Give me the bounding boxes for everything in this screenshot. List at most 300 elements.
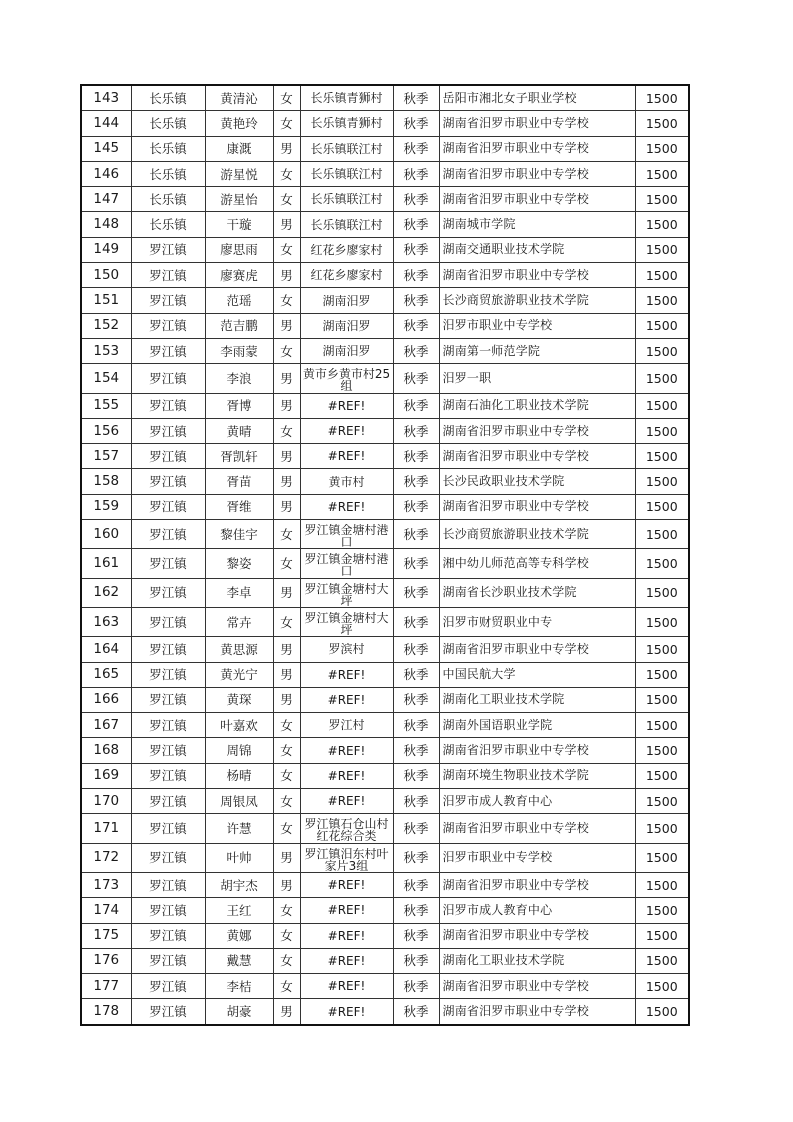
school-cell: 汨罗市成人教育中心 (439, 789, 635, 814)
season-cell: 秋季 (393, 549, 439, 578)
student-name-cell: 叶帅 (205, 843, 273, 872)
village-text: 湖南汨罗 (322, 345, 371, 358)
row-number-cell: 155 (81, 393, 131, 418)
student-name-cell: 黄清沁 (205, 85, 273, 111)
gender-cell: 女 (273, 237, 300, 262)
amount-cell: 1500 (635, 393, 689, 418)
town-cell: 罗江镇 (131, 872, 205, 897)
gender-cell: 女 (273, 713, 300, 738)
school-cell: 湘中幼儿师范高等专科学校 (439, 549, 635, 578)
row-number-cell: 160 (81, 520, 131, 549)
village-cell (300, 637, 393, 662)
town-cell: 罗江镇 (131, 637, 205, 662)
town-cell: 罗江镇 (131, 418, 205, 443)
student-name-cell: 黄娜 (205, 923, 273, 948)
row-number-cell: 158 (81, 469, 131, 494)
town-cell: 罗江镇 (131, 549, 205, 578)
village-text: #REF! (327, 769, 366, 782)
town-cell: 罗江镇 (131, 999, 205, 1025)
gender-cell: 女 (273, 418, 300, 443)
row-number-cell: 170 (81, 789, 131, 814)
village-text: #REF! (327, 693, 366, 706)
amount-cell: 1500 (635, 578, 689, 607)
season-cell: 秋季 (393, 738, 439, 763)
season-cell: 秋季 (393, 948, 439, 973)
town-cell: 长乐镇 (131, 85, 205, 111)
amount-cell: 1500 (635, 313, 689, 338)
town-cell: 长乐镇 (131, 136, 205, 161)
table-row (81, 212, 689, 237)
village-cell (300, 288, 393, 313)
school-cell: 岳阳市湘北女子职业学校 (439, 85, 635, 111)
student-name-cell: 杨晴 (205, 763, 273, 788)
village-cell (300, 364, 393, 393)
village-cell (300, 136, 393, 161)
student-name-cell: 黄光宁 (205, 662, 273, 687)
village-cell (300, 418, 393, 443)
gender-cell: 男 (273, 494, 300, 519)
village-text: 长乐镇联江村 (310, 193, 383, 206)
table-row (81, 843, 689, 872)
season-cell: 秋季 (393, 338, 439, 363)
amount-cell: 1500 (635, 469, 689, 494)
amount-cell: 1500 (635, 111, 689, 136)
student-name-cell: 黄琛 (205, 687, 273, 712)
row-number-cell: 168 (81, 738, 131, 763)
table-row (81, 738, 689, 763)
season-cell: 秋季 (393, 607, 439, 636)
season-cell: 秋季 (393, 713, 439, 738)
village-text: 长乐镇青狮村 (310, 92, 383, 105)
table-row (81, 898, 689, 923)
season-cell: 秋季 (393, 136, 439, 161)
season-cell: 秋季 (393, 288, 439, 313)
table-row (81, 549, 689, 578)
amount-cell: 1500 (635, 738, 689, 763)
gender-cell: 男 (273, 999, 300, 1025)
town-cell: 长乐镇 (131, 187, 205, 212)
amount-cell: 1500 (635, 637, 689, 662)
season-cell: 秋季 (393, 364, 439, 393)
village-text: 长乐镇联江村 (310, 142, 383, 155)
village-cell (300, 607, 393, 636)
gender-cell: 女 (273, 85, 300, 111)
village-text: #REF! (327, 904, 366, 917)
student-name-cell: 戴慧 (205, 948, 273, 973)
row-number-cell: 164 (81, 637, 131, 662)
school-cell: 湖南省汨罗市职业中专学校 (439, 187, 635, 212)
village-text: 长乐镇联江村 (310, 218, 383, 231)
town-cell: 罗江镇 (131, 364, 205, 393)
village-text: #REF! (327, 399, 366, 412)
amount-cell: 1500 (635, 288, 689, 313)
town-cell: 罗江镇 (131, 393, 205, 418)
village-cell (300, 313, 393, 338)
gender-cell: 女 (273, 607, 300, 636)
village-cell (300, 212, 393, 237)
student-name-cell: 周银凤 (205, 789, 273, 814)
amount-cell: 1500 (635, 898, 689, 923)
gender-cell: 男 (273, 444, 300, 469)
amount-cell: 1500 (635, 444, 689, 469)
amount-cell: 1500 (635, 263, 689, 288)
school-cell: 湖南省汨罗市职业中专学校 (439, 637, 635, 662)
amount-cell: 1500 (635, 662, 689, 687)
gender-cell: 女 (273, 763, 300, 788)
village-text: #REF! (327, 668, 366, 681)
school-cell: 长沙商贸旅游职业技术学院 (439, 520, 635, 549)
season-cell: 秋季 (393, 872, 439, 897)
school-cell: 湖南城市学院 (439, 212, 635, 237)
amount-cell: 1500 (635, 923, 689, 948)
town-cell: 长乐镇 (131, 212, 205, 237)
village-cell (300, 814, 393, 843)
student-name-cell: 李浪 (205, 364, 273, 393)
season-cell: 秋季 (393, 662, 439, 687)
village-text: 罗滨村 (328, 643, 365, 656)
village-cell (300, 948, 393, 973)
row-number-cell: 159 (81, 494, 131, 519)
gender-cell: 男 (273, 469, 300, 494)
row-number-cell: 169 (81, 763, 131, 788)
gender-cell: 女 (273, 187, 300, 212)
student-name-cell: 康溉 (205, 136, 273, 161)
row-number-cell: 143 (81, 85, 131, 111)
season-cell: 秋季 (393, 923, 439, 948)
season-cell: 秋季 (393, 843, 439, 872)
school-cell: 湖南省汨罗市职业中专学校 (439, 974, 635, 999)
student-name-cell: 胥博 (205, 393, 273, 418)
season-cell: 秋季 (393, 637, 439, 662)
row-number-cell: 161 (81, 549, 131, 578)
student-name-cell: 李桔 (205, 974, 273, 999)
gender-cell: 男 (273, 578, 300, 607)
village-text: 红花乡廖家村 (310, 243, 383, 256)
student-name-cell: 廖思雨 (205, 237, 273, 262)
town-cell: 长乐镇 (131, 161, 205, 186)
town-cell: 罗江镇 (131, 662, 205, 687)
table-row (81, 789, 689, 814)
table-row (81, 974, 689, 999)
table-row (81, 637, 689, 662)
table-row (81, 338, 689, 363)
village-text: #REF! (327, 1005, 366, 1018)
school-cell: 湖南省汨罗市职业中专学校 (439, 923, 635, 948)
table-row (81, 814, 689, 843)
amount-cell: 1500 (635, 763, 689, 788)
amount-cell: 1500 (635, 687, 689, 712)
school-cell: 湖南省长沙职业技术学院 (439, 578, 635, 607)
town-cell: 罗江镇 (131, 288, 205, 313)
student-name-cell: 黄艳玲 (205, 111, 273, 136)
village-cell (300, 263, 393, 288)
town-cell: 罗江镇 (131, 713, 205, 738)
row-number-cell: 146 (81, 161, 131, 186)
gender-cell: 女 (273, 520, 300, 549)
table-row (81, 364, 689, 393)
table-row (81, 494, 689, 519)
season-cell: 秋季 (393, 85, 439, 111)
village-text: 罗江镇金塘村港口 (304, 524, 389, 548)
town-cell: 罗江镇 (131, 607, 205, 636)
amount-cell: 1500 (635, 237, 689, 262)
student-name-cell: 胡宇杰 (205, 872, 273, 897)
town-cell: 罗江镇 (131, 313, 205, 338)
school-cell: 湖南石油化工职业技术学院 (439, 393, 635, 418)
season-cell: 秋季 (393, 974, 439, 999)
village-text: 罗江镇金塘村大坪 (304, 611, 389, 635)
row-number-cell: 152 (81, 313, 131, 338)
amount-cell: 1500 (635, 187, 689, 212)
amount-cell: 1500 (635, 713, 689, 738)
amount-cell: 1500 (635, 136, 689, 161)
row-number-cell: 163 (81, 607, 131, 636)
school-cell: 湖南省汨罗市职业中专学校 (439, 161, 635, 186)
village-cell (300, 999, 393, 1025)
student-name-cell: 范吉鹏 (205, 313, 273, 338)
amount-cell: 1500 (635, 607, 689, 636)
village-cell (300, 789, 393, 814)
season-cell: 秋季 (393, 187, 439, 212)
town-cell: 罗江镇 (131, 843, 205, 872)
town-cell: 罗江镇 (131, 338, 205, 363)
table-row (81, 237, 689, 262)
table-row (81, 136, 689, 161)
gender-cell: 女 (273, 789, 300, 814)
student-name-cell: 周锦 (205, 738, 273, 763)
village-text: 黄市乡黄市村25组 (302, 368, 391, 392)
row-number-cell: 151 (81, 288, 131, 313)
town-cell: 罗江镇 (131, 923, 205, 948)
table-row (81, 161, 689, 186)
village-cell (300, 494, 393, 519)
table-row (81, 187, 689, 212)
town-cell: 罗江镇 (131, 789, 205, 814)
town-cell: 罗江镇 (131, 237, 205, 262)
village-cell (300, 898, 393, 923)
row-number-cell: 154 (81, 364, 131, 393)
amount-cell: 1500 (635, 789, 689, 814)
row-number-cell: 166 (81, 687, 131, 712)
village-text: 罗江村 (328, 719, 365, 732)
amount-cell: 1500 (635, 85, 689, 111)
village-cell (300, 578, 393, 607)
town-cell: 罗江镇 (131, 948, 205, 973)
school-cell: 湖南第一师范学院 (439, 338, 635, 363)
gender-cell: 男 (273, 313, 300, 338)
table-row (81, 313, 689, 338)
table-row (81, 578, 689, 607)
season-cell: 秋季 (393, 578, 439, 607)
gender-cell: 男 (273, 263, 300, 288)
season-cell: 秋季 (393, 444, 439, 469)
student-name-cell: 胥维 (205, 494, 273, 519)
row-number-cell: 172 (81, 843, 131, 872)
row-number-cell: 157 (81, 444, 131, 469)
season-cell: 秋季 (393, 237, 439, 262)
amount-cell: 1500 (635, 338, 689, 363)
gender-cell: 女 (273, 161, 300, 186)
row-number-cell: 165 (81, 662, 131, 687)
village-cell (300, 843, 393, 872)
row-number-cell: 177 (81, 974, 131, 999)
student-name-cell: 廖赛虎 (205, 263, 273, 288)
gender-cell: 男 (273, 872, 300, 897)
table-row (81, 872, 689, 897)
village-text: #REF! (327, 425, 366, 437)
school-cell: 中国民航大学 (439, 662, 635, 687)
town-cell: 罗江镇 (131, 738, 205, 763)
school-cell: 汨罗市职业中专学校 (439, 313, 635, 338)
student-name-cell: 范瑶 (205, 288, 273, 313)
village-text: #REF! (327, 980, 366, 993)
student-name-cell: 胥凯轩 (205, 444, 273, 469)
amount-cell: 1500 (635, 212, 689, 237)
village-text: #REF! (327, 795, 366, 808)
row-number-cell: 148 (81, 212, 131, 237)
village-text: #REF! (327, 879, 366, 892)
village-cell (300, 520, 393, 549)
village-text: #REF! (327, 954, 366, 967)
season-cell: 秋季 (393, 999, 439, 1025)
amount-cell: 1500 (635, 520, 689, 549)
town-cell: 罗江镇 (131, 444, 205, 469)
village-cell (300, 662, 393, 687)
table-row (81, 469, 689, 494)
village-text: 罗江镇金塘村港口 (304, 553, 389, 577)
village-text: 长乐镇联江村 (310, 168, 383, 181)
amount-cell: 1500 (635, 549, 689, 578)
row-number-cell: 153 (81, 338, 131, 363)
student-name-cell: 游星怡 (205, 187, 273, 212)
row-number-cell: 156 (81, 418, 131, 443)
student-name-cell: 李卓 (205, 578, 273, 607)
table-row (81, 85, 689, 111)
table-row (81, 520, 689, 549)
student-name-cell: 王红 (205, 898, 273, 923)
table-row (81, 713, 689, 738)
town-cell: 罗江镇 (131, 263, 205, 288)
row-number-cell: 144 (81, 111, 131, 136)
row-number-cell: 145 (81, 136, 131, 161)
gender-cell: 男 (273, 637, 300, 662)
village-text: 湖南汨罗 (322, 319, 371, 332)
village-cell (300, 85, 393, 111)
town-cell: 罗江镇 (131, 578, 205, 607)
season-cell: 秋季 (393, 313, 439, 338)
row-number-cell: 173 (81, 872, 131, 897)
school-cell: 湖南交通职业技术学院 (439, 237, 635, 262)
amount-cell: 1500 (635, 161, 689, 186)
document-page (80, 84, 690, 1026)
row-number-cell: 149 (81, 237, 131, 262)
gender-cell: 女 (273, 948, 300, 973)
school-cell: 湖南省汨罗市职业中专学校 (439, 738, 635, 763)
season-cell: 秋季 (393, 263, 439, 288)
school-cell: 湖南外国语职业学院 (439, 713, 635, 738)
table-row (81, 687, 689, 712)
gender-cell: 女 (273, 549, 300, 578)
village-cell (300, 338, 393, 363)
school-cell: 湖南化工职业技术学院 (439, 687, 635, 712)
student-subsidy-table (80, 84, 690, 1026)
student-name-cell: 干璇 (205, 212, 273, 237)
row-number-cell: 162 (81, 578, 131, 607)
gender-cell: 男 (273, 136, 300, 161)
gender-cell: 女 (273, 338, 300, 363)
school-cell: 湖南省汨罗市职业中专学校 (439, 136, 635, 161)
village-cell (300, 738, 393, 763)
row-number-cell: 174 (81, 898, 131, 923)
table-row (81, 607, 689, 636)
village-text: 罗江镇石仓山村红花综合类 (304, 818, 389, 842)
gender-cell: 女 (273, 974, 300, 999)
season-cell: 秋季 (393, 687, 439, 712)
row-number-cell: 178 (81, 999, 131, 1025)
gender-cell: 女 (273, 923, 300, 948)
village-cell (300, 111, 393, 136)
student-name-cell: 叶嘉欢 (205, 713, 273, 738)
gender-cell: 男 (273, 364, 300, 393)
table-row (81, 444, 689, 469)
student-name-cell: 黎姿 (205, 549, 273, 578)
student-name-cell: 李雨蒙 (205, 338, 273, 363)
gender-cell: 女 (273, 111, 300, 136)
amount-cell: 1500 (635, 494, 689, 519)
gender-cell: 男 (273, 393, 300, 418)
village-cell (300, 187, 393, 212)
row-number-cell: 176 (81, 948, 131, 973)
school-cell: 湖南环境生物职业技术学院 (439, 763, 635, 788)
town-cell: 罗江镇 (131, 814, 205, 843)
table-row (81, 288, 689, 313)
village-text: #REF! (327, 744, 366, 757)
village-cell (300, 469, 393, 494)
amount-cell: 1500 (635, 843, 689, 872)
gender-cell: 女 (273, 814, 300, 843)
row-number-cell: 171 (81, 814, 131, 843)
village-text: #REF! (327, 450, 366, 463)
town-cell: 长乐镇 (131, 111, 205, 136)
amount-cell: 1500 (635, 974, 689, 999)
table-row (81, 111, 689, 136)
student-name-cell: 黄晴 (205, 418, 273, 443)
school-cell: 湖南省汨罗市职业中专学校 (439, 814, 635, 843)
amount-cell: 1500 (635, 418, 689, 443)
season-cell: 秋季 (393, 898, 439, 923)
school-cell: 汨罗一职 (439, 364, 635, 393)
school-cell: 湖南省汨罗市职业中专学校 (439, 494, 635, 519)
school-cell: 汨罗市财贸职业中专 (439, 607, 635, 636)
village-text: #REF! (327, 500, 366, 513)
row-number-cell: 167 (81, 713, 131, 738)
row-number-cell: 147 (81, 187, 131, 212)
village-cell (300, 923, 393, 948)
village-cell (300, 237, 393, 262)
town-cell: 罗江镇 (131, 763, 205, 788)
season-cell: 秋季 (393, 418, 439, 443)
gender-cell: 女 (273, 288, 300, 313)
table-row (81, 923, 689, 948)
village-text: 黄市村 (328, 475, 365, 488)
season-cell: 秋季 (393, 814, 439, 843)
amount-cell: 1500 (635, 872, 689, 897)
village-cell (300, 549, 393, 578)
town-cell: 罗江镇 (131, 898, 205, 923)
village-cell (300, 444, 393, 469)
season-cell: 秋季 (393, 520, 439, 549)
school-cell: 湖南省汨罗市职业中专学校 (439, 111, 635, 136)
